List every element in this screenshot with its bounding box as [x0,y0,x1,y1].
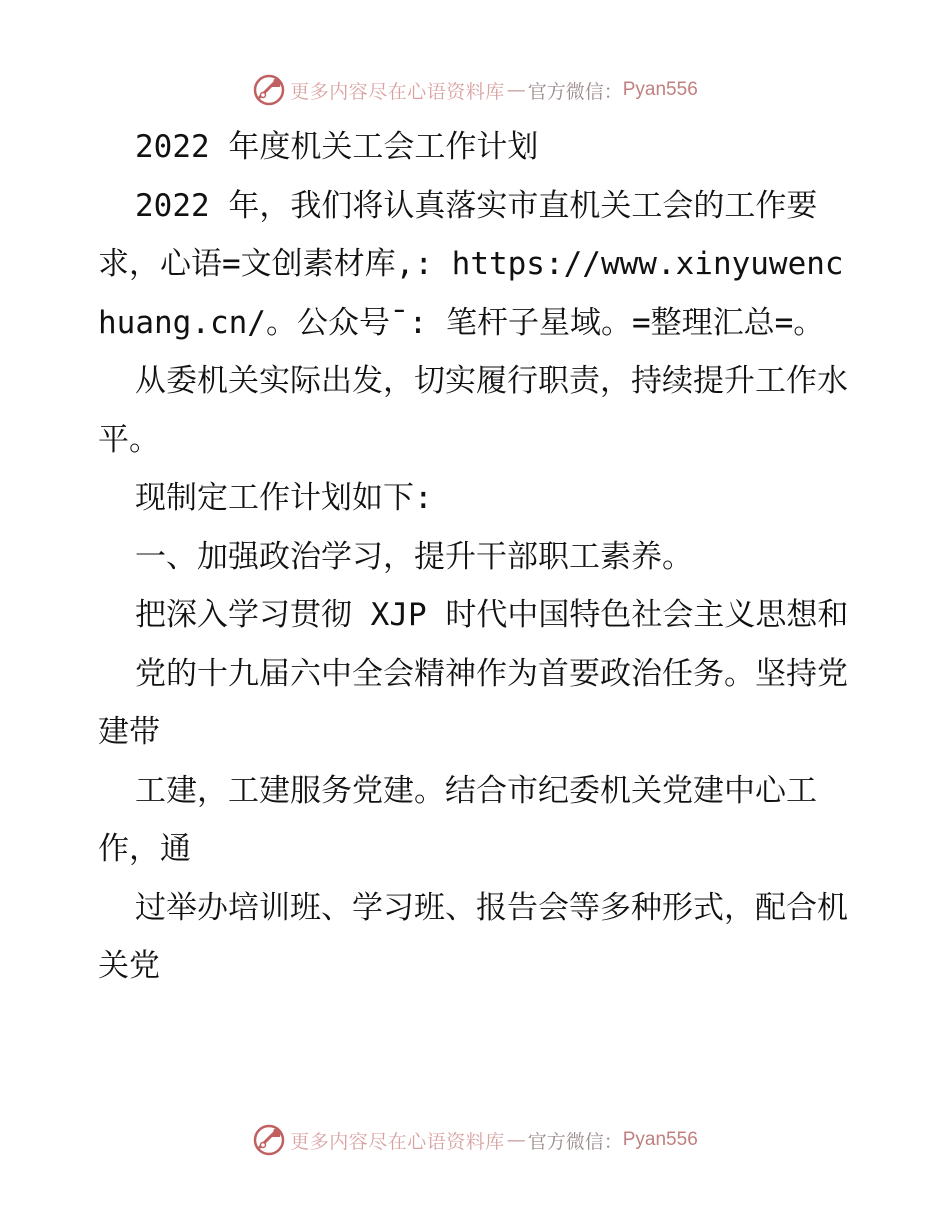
quill-logo-icon [252,73,286,107]
watermark-dash: — [506,1129,526,1151]
paragraph-6: 党的十九届六中全会精神作为首要政治任务。坚持党建带 [98,655,848,750]
paragraph-8: 过举办培训班、学习班、报告会等多种形式，配合机关党 [98,889,848,984]
paragraph-1: 2022 年，我们将认真落实市直机关工会的工作要求，心语=文创素材库,: https://www.xinyuwenchuang.cn/。公众号¯: 笔杆子星域。=整理汇总=。 [98,187,844,341]
document-title: 2022 年度机关工会工作计划 [135,129,539,165]
watermark-wechat-id: Pyan556 [622,1129,698,1150]
watermark-main-text: 更多内容尽在心语资料库 [290,80,505,103]
header-watermark [0,70,950,110]
watermark-main-text: 更多内容尽在心语资料库 [290,1130,505,1153]
watermark-dash: — [506,79,526,101]
quill-logo-icon [252,1123,286,1157]
footer-watermark [0,1120,950,1160]
watermark-sub-text: 官方微信： [527,1130,623,1153]
paragraph-2: 从委机关实际出发，切实履行职责，持续提升工作水平。 [98,363,848,458]
document-body [98,118,858,996]
paragraph-7: 工建，工建服务党建。结合市纪委机关党建中心工作，通 [98,772,817,867]
paragraph-5: 把深入学习贯彻 XJP 时代中国特色社会主义思想和 [135,597,849,633]
paragraph-3: 现制定工作计划如下: [135,480,433,516]
watermark-wechat-id: Pyan556 [622,79,698,100]
paragraph-4: 一、加强政治学习，提升干部职工素养。 [135,538,693,575]
watermark-sub-text: 官方微信： [527,80,623,103]
